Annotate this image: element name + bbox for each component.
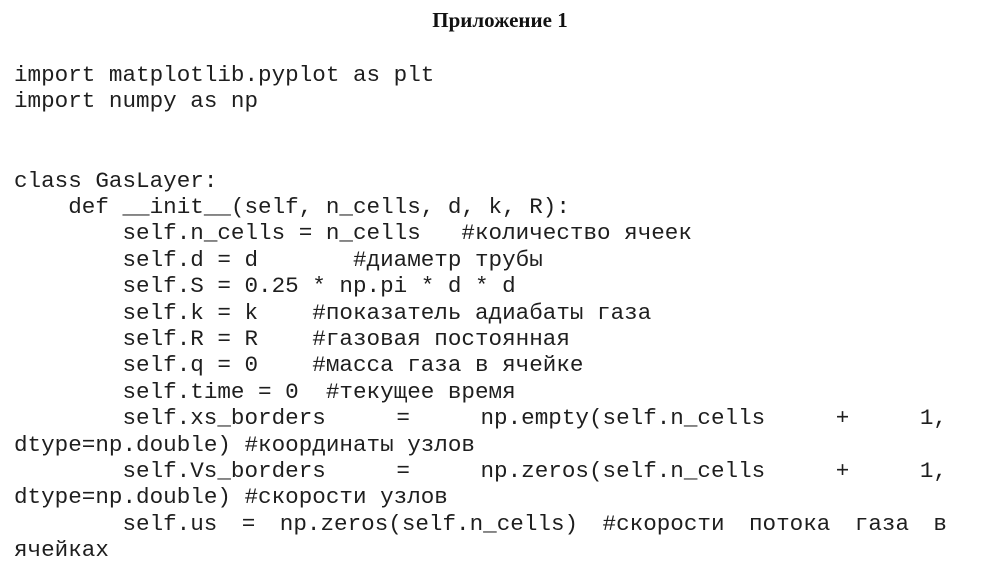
code-line: self.time = 0 #текущее время — [14, 378, 516, 405]
code-line: def __init__(self, n_cells, d, k, R): — [14, 194, 570, 220]
code-line: import numpy as np — [14, 88, 259, 115]
code-line: class GasLayer: — [14, 167, 218, 194]
code-line: self.S = 0.25 * np.pi * d * d — [14, 273, 516, 300]
code-line: self.n_cells = n_cells #количество ячеек — [14, 220, 692, 247]
code-line: self.d = d #диаметр трубы — [14, 246, 543, 273]
code-block — [14, 62, 947, 564]
appendix-title: Приложение 1 — [432, 8, 568, 32]
code-line: self.q = 0 #масса газа в ячейке — [14, 352, 584, 379]
code-line: self.us = np.zeros(self.n_cells) #скорости потока газа в — [122, 510, 947, 537]
code-line-blank — [14, 141, 947, 167]
code-line: dtype=np.double) #координаты узлов — [14, 431, 475, 458]
code-line: dtype=np.double) #скорости узлов — [14, 484, 448, 511]
code-line: self.k = k #показатель адиабаты газа — [14, 299, 652, 326]
code-line: self.xs_borders = np.empty(self.n_cells + 1, — [122, 405, 947, 432]
code-line: ячейках — [14, 537, 109, 564]
code-line: self.R = R #газовая постоянная — [14, 326, 570, 353]
code-line: self.Vs_borders = np.zeros(self.n_cells + 1, — [122, 458, 947, 485]
code-line: import matplotlib.pyplot as plt — [14, 62, 435, 88]
code-line-blank — [14, 115, 947, 141]
